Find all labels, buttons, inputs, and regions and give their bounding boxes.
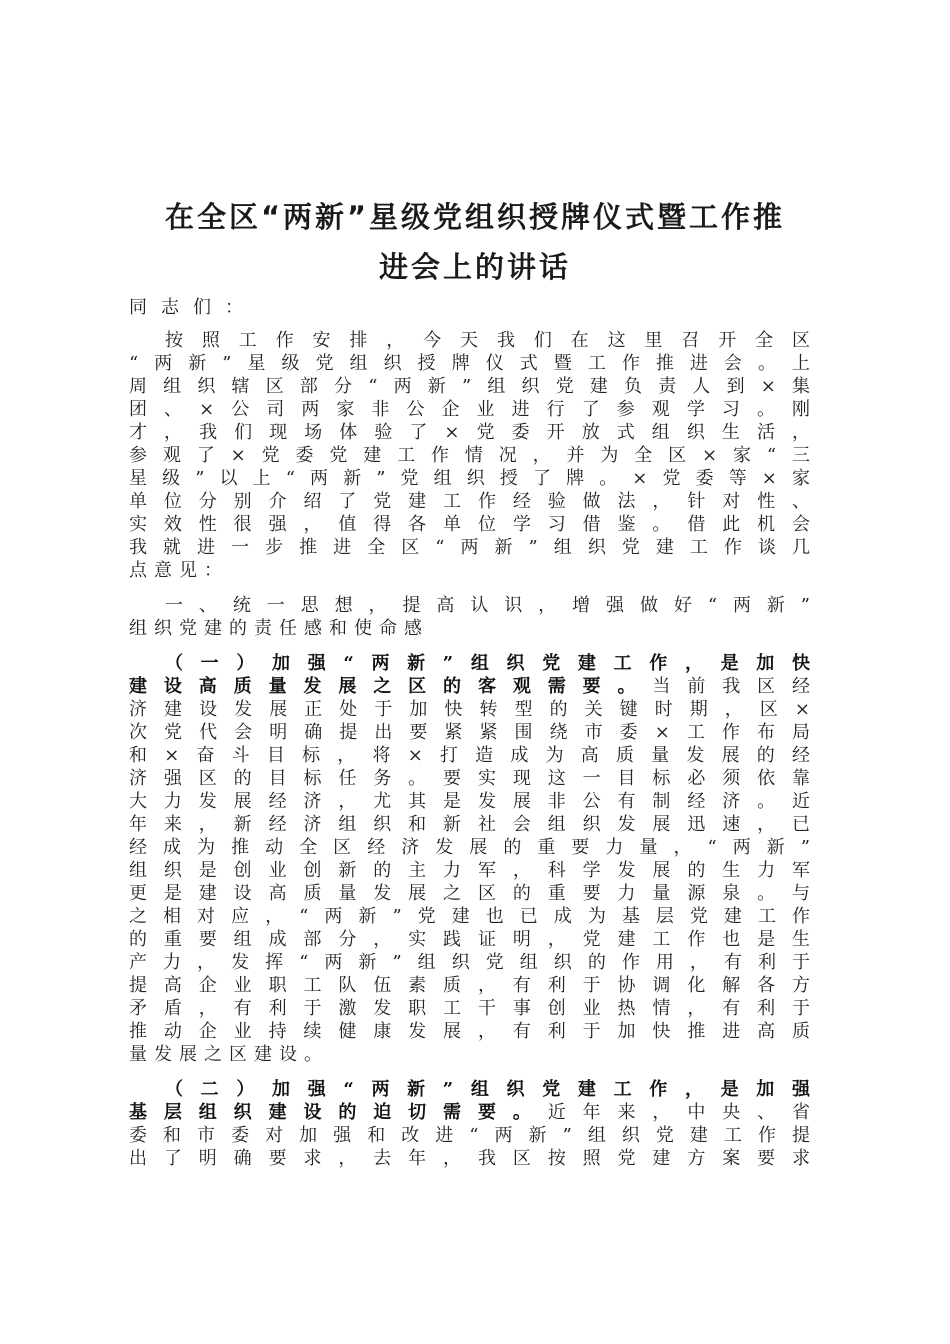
paragraph-line: 单位分别介绍了党建工作经验做法，针对性、 [129, 491, 817, 512]
paragraph-line: 经成为推动全区经济发展的重要力量，“两新” [129, 837, 817, 858]
title-line-1: 在全区“两新”星级党组织授牌仪式暨工作推 [164, 200, 786, 234]
paragraph-line: 按照工作安排，今天我们在这里召开全区 [165, 330, 817, 351]
paragraph-line: 才，我们现场体验了×党委开放式组织生活， [129, 422, 817, 443]
paragraph-line: 更是建设高质量发展之区的重要力量源泉。与 [129, 883, 817, 904]
document-body [129, 296, 817, 1170]
paragraph-line: 提高企业职工队伍素质，有利于协调化解各方 [129, 975, 817, 996]
paragraph-line: 委和市委对加强和改进“两新”组织党建工作提 [129, 1125, 817, 1146]
paragraph-line: 次党代会明确提出要紧紧围绕市委×工作布局 [129, 722, 817, 743]
subsection-1 [129, 652, 817, 1066]
heading-line: 一、统一思想，提高认识，增强做好“两新” [165, 595, 817, 616]
paragraph-line: 组织是创业创新的主力军，科学发展的生力军 [129, 860, 817, 881]
paragraph-text: 近年来，中央、省 [547, 1102, 818, 1123]
subsection-heading-cont: 基层组织建设的迫切需要。 [129, 1102, 548, 1123]
paragraph-line: 和×奋斗目标，将×打造成为高质量发展的经 [129, 745, 817, 766]
paragraph-line: 我就进一步推进全区“两新”组织党建工作谈几 [129, 537, 817, 558]
paragraph-line: 星级”以上“两新”党组织授了牌。×党委等×家 [129, 468, 817, 489]
paragraph-line: 大力发展经济，尤其是发展非公有制经济。近 [129, 791, 817, 812]
paragraph-line: 点意见： [129, 560, 229, 581]
paragraph-line: 出了明确要求，去年，我区按照党建方案要求 [129, 1148, 817, 1169]
salutation: 同志们： [129, 297, 257, 318]
heading-line: 组织党建的责任感和使命感 [129, 618, 429, 639]
paragraph-line: 实效性很强，值得各单位学习借鉴。借此机会 [129, 514, 817, 535]
subsection-heading-cont: 建设高质量发展之区的客观需要。 [129, 676, 653, 697]
title-line-2: 进会上的讲话 [378, 250, 571, 284]
paragraph-text: 当前我区经 [652, 676, 818, 697]
paragraph-line: 量发展之区建设。 [129, 1044, 329, 1065]
paragraph-line: “两新”星级党组织授牌仪式暨工作推进会。上 [129, 353, 817, 374]
paragraph-line: 团、×公司两家非公企业进行了参观学习。刚 [129, 399, 817, 420]
paragraph-line: 济建设发展正处于加快转型的关键时期，区× [129, 699, 817, 720]
subsection-2 [129, 1078, 817, 1170]
section-1-heading [129, 594, 817, 640]
paragraph-line: 的重要组成部分，实践证明，党建工作也是生 [129, 929, 817, 950]
paragraph-line [129, 1101, 817, 1124]
paragraph-line: 周组织辖区部分“两新”组织党建负责人到×集 [129, 376, 817, 397]
subsection-heading: （一）加强“两新”组织党建工作，是加快 [165, 653, 817, 674]
paragraph-line: 推动企业持续健康发展，有利于加快推进高质 [129, 1021, 817, 1042]
paragraph-line: 矛盾，有利于激发职工干事创业热情，有利于 [129, 998, 817, 1019]
paragraph-line: 产力，发挥“两新”组织党组织的作用，有利于 [129, 952, 817, 973]
paragraph-line: 参观了×党委党建工作情况，并为全区×家“三 [129, 445, 817, 466]
intro-paragraph [129, 329, 817, 582]
subsection-heading: （二）加强“两新”组织党建工作，是加强 [165, 1079, 817, 1100]
paragraph-line: 之相对应，“两新”党建也已成为基层党建工作 [129, 906, 817, 927]
paragraph-line: 年来，新经济组织和新社会组织发展迅速，已 [129, 814, 817, 835]
paragraph-line: 济强区的目标任务。要实现这一目标必须依靠 [129, 768, 817, 789]
document-title [120, 192, 830, 292]
paragraph-line [129, 675, 817, 698]
